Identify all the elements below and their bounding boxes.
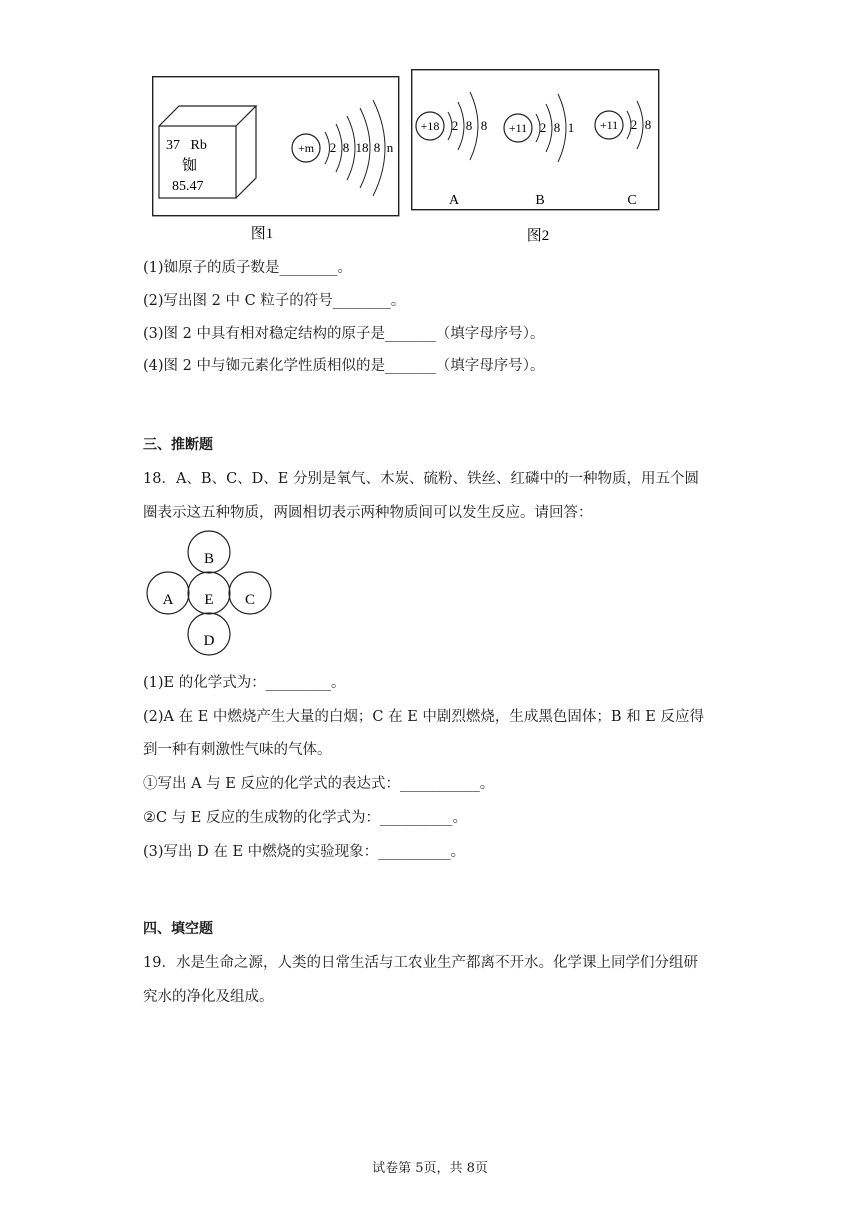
particle-b-shell-2: 8 [553, 120, 561, 135]
figure-2-caption: 图2 [526, 228, 550, 244]
particle-a-shell-1: 2 [451, 118, 459, 133]
q18-stem-line-1: 18．A、B、C、D、E 分别是氧气、木炭、硫粉、铁丝、红磷中的一种物质，用五个圆 [143, 471, 699, 487]
q17-item-2: (2)写出图 2 中 C 粒子的符号________。 [143, 293, 406, 309]
figure-2-particles [410, 68, 662, 248]
particle-b-shell-3: 1 [567, 120, 575, 135]
rb-shell-1: 2 [329, 140, 337, 155]
particle-b-label: B [535, 193, 545, 208]
particle-c-shell-1: 2 [630, 117, 638, 132]
circle-e-label: E [204, 592, 214, 608]
page-footer: 试卷第 5页，共 8页 [372, 1161, 488, 1176]
circle-d-label: D [203, 633, 215, 649]
section-4-heading: 四、填空题 [143, 921, 213, 937]
particle-a-shell-2: 8 [465, 118, 473, 133]
q18-stem-line-2: 圈表示这五种物质，两圆相切表示两种物质间可以发生反应。请回答： [143, 505, 593, 521]
figure-1-caption: 图1 [250, 226, 274, 242]
q18-sub-2-line-2: 到一种有刺激性气味的气体。 [143, 742, 332, 758]
particle-c-nucleus-label: +11 [599, 118, 619, 132]
particle-b-nucleus-label: +11 [508, 121, 528, 135]
q17-item-4: (4)图 2 中与铷元素化学性质相似的是_______（填字母序号）。 [143, 358, 545, 374]
rb-shell-2: 8 [342, 140, 350, 155]
q18-sub-1: (1)E 的化学式为：_________。 [143, 675, 346, 691]
rb-shell-4: 8 [373, 140, 381, 155]
q18-circle-diagram [143, 526, 278, 656]
q18-sub-2b: ②C 与 E 反应的生成物的化学式为：__________。 [143, 810, 468, 826]
particle-a-shell-3: 8 [480, 118, 488, 133]
rb-shell-5: n [386, 140, 394, 155]
circle-b-label: B [203, 551, 215, 567]
q19-stem-line-1: 19．水是生命之源，人类的日常生活与工农业生产都离不开水。化学课上同学们分组研 [143, 955, 698, 971]
element-name: 铷 [182, 158, 198, 174]
circle-a-label: A [162, 592, 174, 608]
element-number-symbol: 37 Rb [166, 138, 207, 153]
particle-c-shell-2: 8 [644, 117, 652, 132]
q17-item-3: (3)图 2 中具有相对稳定结构的原子是_______（填字母序号）。 [143, 326, 545, 342]
q19-stem-line-2: 究水的净化及组成。 [143, 989, 274, 1005]
rb-nucleus-label: +m [297, 141, 315, 155]
particle-a-nucleus-label: +18 [420, 119, 440, 133]
q18-sub-2a: ①写出 A 与 E 反应的化学式的表达式：___________。 [143, 776, 495, 792]
circle-c-label: C [244, 592, 256, 608]
figure-1-rubidium [152, 76, 402, 246]
particle-a-label: A [448, 193, 460, 208]
q18-sub-2-line-1: (2)A 在 E 中燃烧产生大量的白烟；C 在 E 中剧烈燃烧，生成黑色固体；B 和 E 反应得 [143, 709, 704, 725]
atomic-mass: 85.47 [172, 179, 204, 194]
q18-sub-3: (3)写出 D 在 E 中燃烧的实验现象：__________。 [143, 844, 466, 860]
rb-shell-3: 18 [355, 140, 369, 155]
q17-item-1: (1)铷原子的质子数是________。 [143, 260, 353, 276]
particle-b-shell-1: 2 [539, 120, 547, 135]
particle-c-label: C [627, 193, 637, 208]
section-3-heading: 三、推断题 [143, 437, 213, 453]
